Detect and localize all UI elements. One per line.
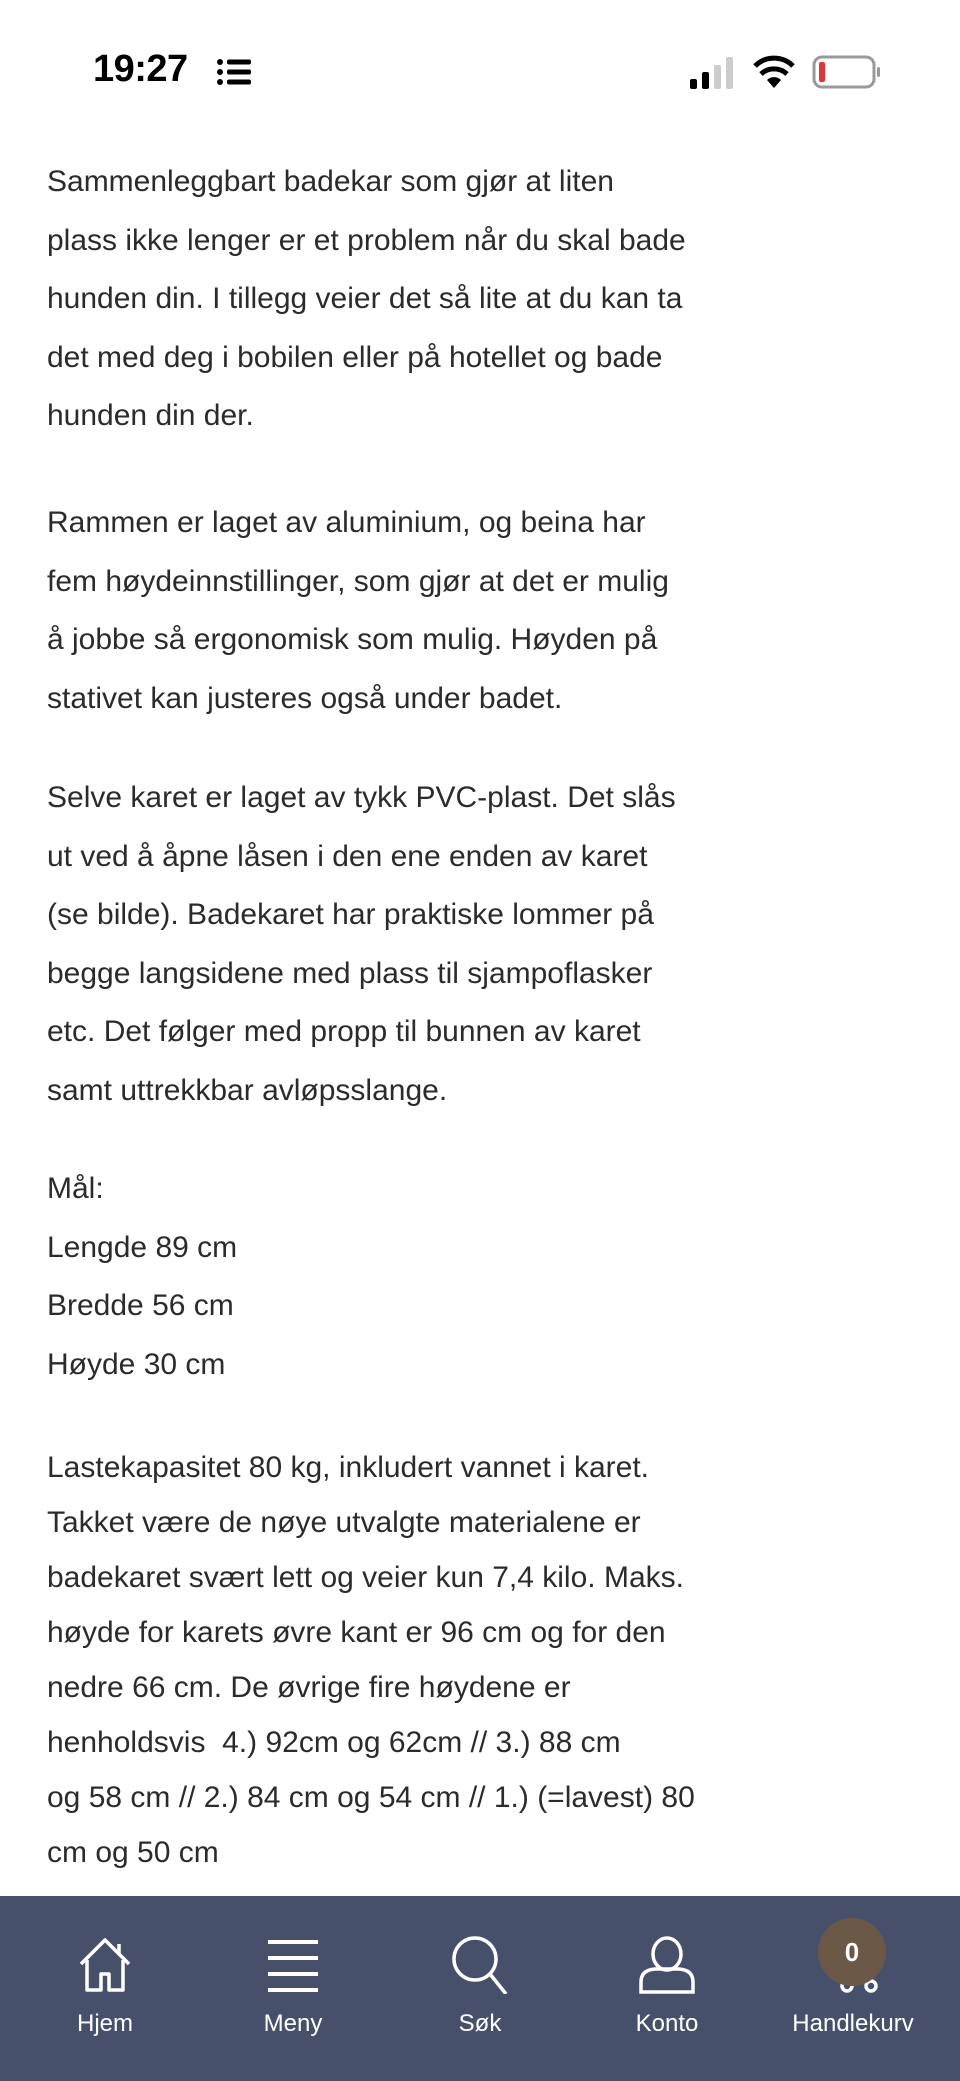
text-line: ut ved å åpne låsen i den ene enden av karet — [47, 839, 648, 873]
search-icon — [450, 1934, 510, 1994]
nav-search[interactable] — [390, 1896, 570, 2081]
text-line: etc. Det følger med propp til bunnen av karet — [47, 1015, 641, 1049]
text-line: hunden din der. — [47, 399, 254, 433]
text-line: cm og 50 cm — [47, 1836, 219, 1869]
description-paragraph — [47, 153, 947, 446]
dimension-length: Lengde 89 cm — [47, 1230, 238, 1264]
signal-icon — [688, 57, 738, 89]
dimension-height: Høyde 30 cm — [47, 1347, 226, 1381]
nav-cart-label: Handlekurv — [792, 2010, 914, 2037]
text-line: hunden din. I tillegg veier det så lite at du kan ta — [47, 282, 683, 316]
text-line: høyde for karets øvre kant er 96 cm og for den — [47, 1616, 666, 1649]
nav-home[interactable] — [15, 1896, 195, 2081]
nav-account-label: Konto — [635, 2010, 699, 2037]
status-bar — [0, 0, 960, 120]
description-paragraph — [47, 769, 947, 1121]
description-paragraph — [47, 494, 947, 728]
text-line: Takket være de nøye utvalgte materialene er — [47, 1506, 641, 1539]
list-icon — [216, 57, 252, 87]
text-line: fem høydeinnstillinger, som gjør at det er mulig — [47, 564, 669, 598]
text-line: henholdsvis 4.) 92cm og 62cm // 3.) 88 cm — [47, 1726, 621, 1759]
cart-count-badge[interactable]: 0 — [818, 1918, 886, 1986]
text-line: å jobbe så ergonomisk som mulig. Høyden på — [47, 623, 658, 657]
battery-icon — [812, 55, 882, 89]
text-line: samt uttrekkbar avløpsslange. — [47, 1073, 448, 1107]
user-icon — [637, 1934, 697, 1994]
dimensions-heading: Mål: — [47, 1172, 104, 1205]
nav-menu-label: Meny — [263, 2010, 323, 2037]
bottom-nav — [0, 1896, 960, 2081]
status-time: 19:27 — [93, 48, 188, 90]
text-line: Selve karet er laget av tykk PVC-plast. Det slås — [47, 781, 676, 814]
home-icon — [75, 1934, 135, 1994]
text-line: badekaret svært lett og veier kun 7,4 kilo. Maks. — [47, 1561, 684, 1594]
text-line: det med deg i bobilen eller på hotellet og bade — [47, 340, 663, 374]
menu-icon — [263, 1934, 323, 1994]
text-line: (se bilde). Badekaret har praktiske lommer på — [47, 898, 654, 932]
text-line: nedre 66 cm. De øvrige fire høydene er — [47, 1671, 571, 1704]
dimension-width: Bredde 56 cm — [47, 1289, 234, 1323]
text-line: Sammenleggbart badekar som gjør at liten — [47, 165, 614, 198]
text-line: og 58 cm // 2.) 84 cm og 54 cm // 1.) (=lavest) 80 — [47, 1781, 695, 1814]
text-line: plass ikke lenger er et problem når du skal bade — [47, 223, 686, 257]
text-line: Lastekapasitet 80 kg, inkludert vannet i karet. — [47, 1451, 650, 1484]
text-line: begge langsidene med plass til sjampoflasker — [47, 956, 653, 990]
nav-menu[interactable] — [203, 1896, 383, 2081]
dimensions-list — [47, 1160, 947, 1394]
text-line: Rammen er laget av aluminium, og beina har — [47, 506, 646, 539]
nav-home-label: Hjem — [76, 2010, 133, 2037]
nav-account[interactable] — [577, 1896, 757, 2081]
description-paragraph — [47, 1440, 947, 1880]
text-line: stativet kan justeres også under badet. — [47, 681, 563, 715]
wifi-icon — [752, 54, 796, 90]
nav-search-label: Søk — [458, 2010, 502, 2037]
